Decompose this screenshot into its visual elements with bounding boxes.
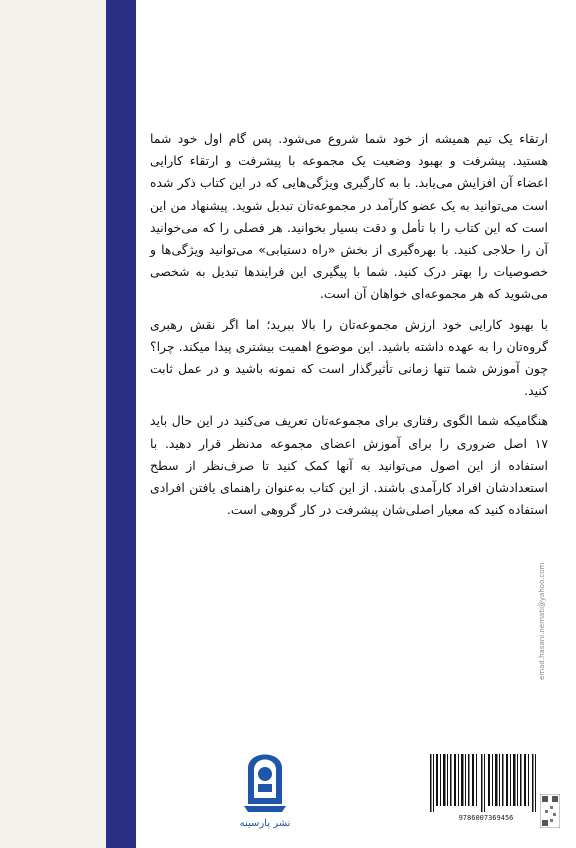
- qr-code: [540, 794, 560, 828]
- isbn-number: 9786007369456: [458, 814, 514, 822]
- contact-email: emad.hasani.nemati@yahoo.com: [538, 562, 546, 680]
- publisher-name: نشر پارسینه: [239, 818, 291, 829]
- paragraph-1: ارتقاء یک تیم همیشه از خود شما شروع می‌شود. پس گام اول خود شما هستید. پیشرفت و بهبود وضعیت یک مجموعه با پیشرفت و ارتقاء کارایی اعضاء آن افزایش می‌یابد. با به کارگیری ویژگی‌هایی که در این کتاب ذکر شده است می‌توانید به یک عضو کارآمد در مجموعه‌تان تبدیل شوید. پیشنهاد من این است که این کتاب را با تأمل و دقت بسیار بخوانید. هر فصلی را که می‌خوانید آن را حلاجی کنید. با بهره‌گیری از بخش «راه دستیابی» می‌توانید ویژگی‌ها و خصوصیات را بهتر درک کنید. شما با پیگیری این فرایندها تبدیل به شخصی می‌شوید که هر مجموعه‌ای خواهان آن است.: [150, 131, 548, 302]
- cover-left-band: [0, 0, 106, 848]
- back-cover-text: [150, 128, 548, 529]
- paragraph-2: با بهبود کارایی خود ارزش مجموعه‌تان را بالا ببرید؛ اما اگر نقش رهبری گروه‌تان را به عهده داشته باشید. این موضوع اهمیت بیشتری پیدا میکند. چرا؟ چون آموزش شما تنها زمانی تأثیرگذار است که نمونه باشید و در عمل ثابت کنید.: [150, 316, 548, 399]
- qr-code-icon: [540, 794, 560, 828]
- barcode-icon: [426, 752, 546, 814]
- publisher-logo: [236, 738, 294, 834]
- publisher-logo-icon: [236, 738, 294, 818]
- cover-blue-stripe: [106, 0, 136, 848]
- isbn-barcode: [426, 752, 546, 822]
- paragraph-3: هنگامیکه شما الگوی رفتاری برای مجموعه‌تان تعریف می‌کنید در این حال باید ۱۷ اصل ضروری را برای آموزش اعضای مجموعه مدنظر قرار دهید. با استفاده از این اصول می‌توانید به آنها کمک کنید تا صرف‌نظر از سطح استعدادشان افراد کارآمدی باشند. از این کتاب به‌عنوان راهنمای یافتن افرادی استفاده کنید که معیار اصلی‌شان پیشرفت در کار گروهی است.: [150, 413, 548, 518]
